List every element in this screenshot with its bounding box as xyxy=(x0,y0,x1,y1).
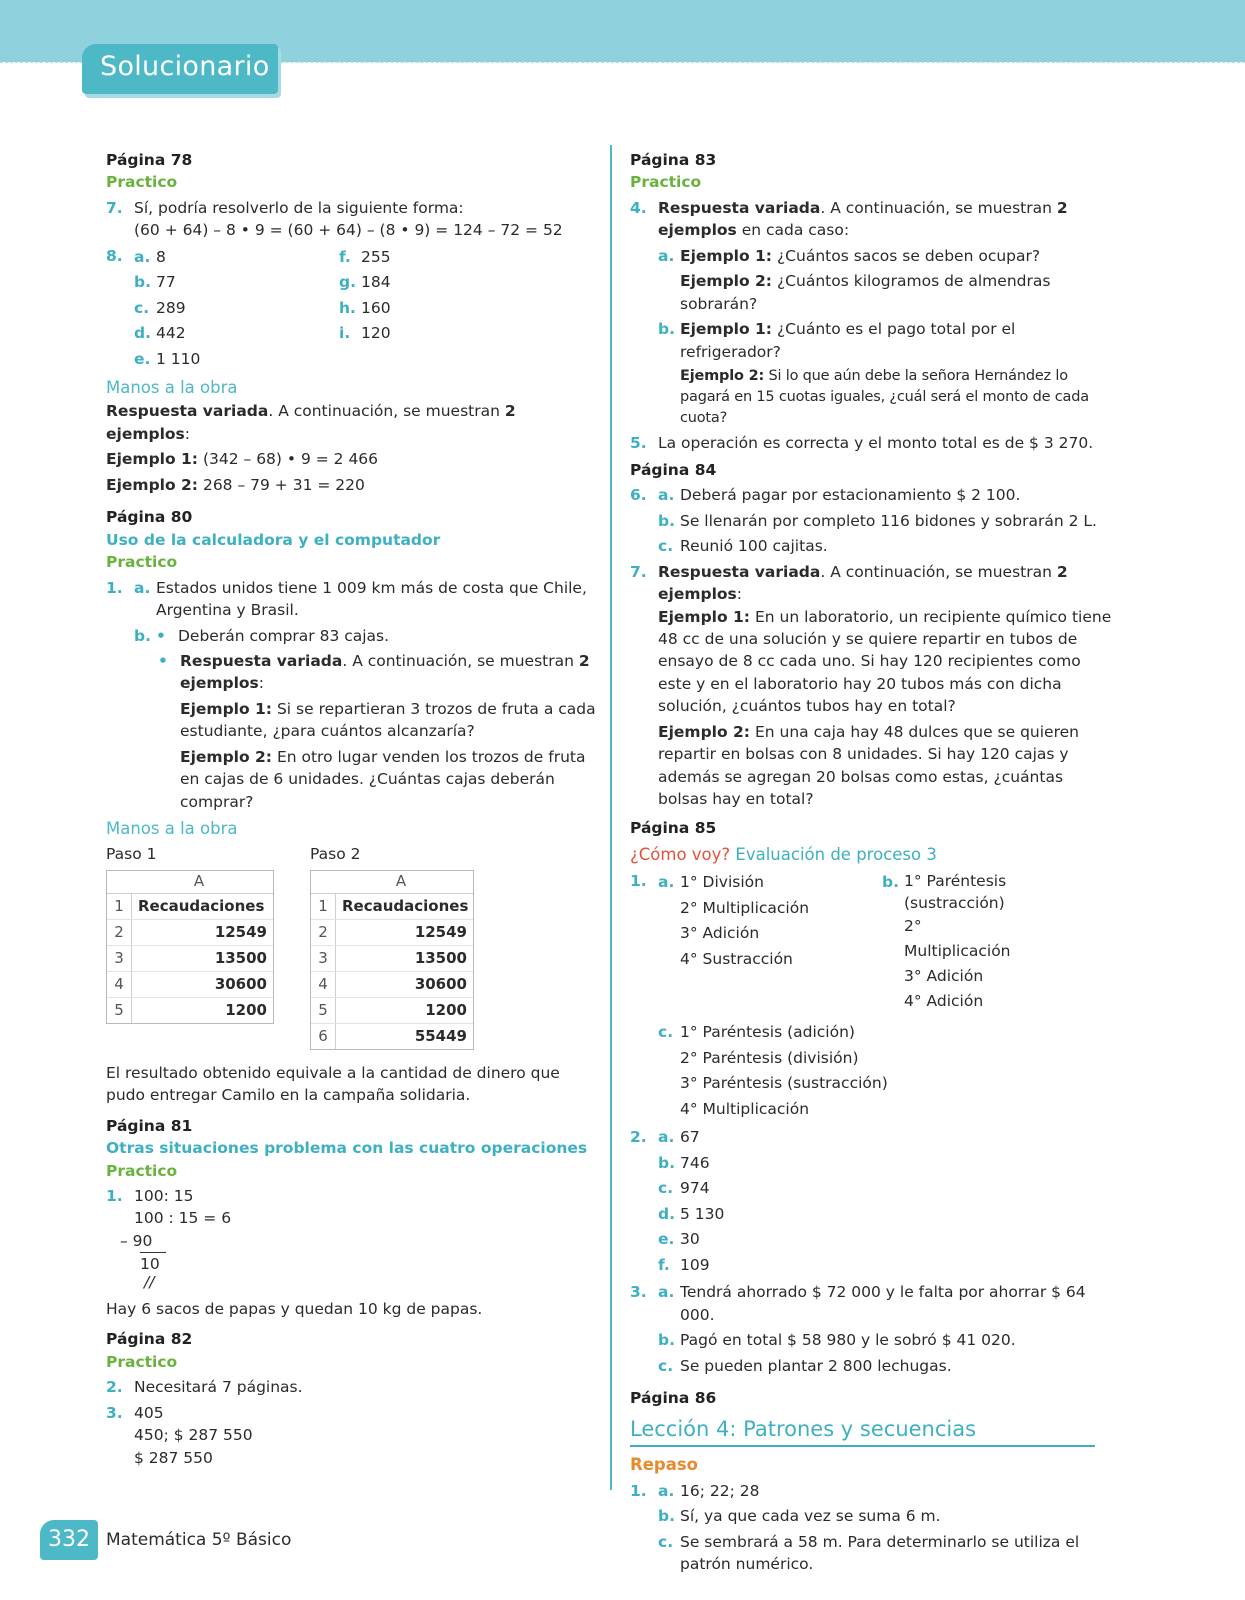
answer-text: Se sembrará a 58 m. Para determinarlo se utiliza el patrón numérico. xyxy=(680,1532,1080,1574)
bold-text: Respuesta variada xyxy=(658,562,821,581)
repaso-1b xyxy=(630,1505,1115,1527)
example-2 xyxy=(106,474,596,496)
answer-text: Estados unidos tiene 1 009 km más de costa que Chile, Argentina y Brasil. xyxy=(156,578,587,620)
bold-text: Respuesta variada xyxy=(180,651,343,670)
cell-value: 13500 xyxy=(214,948,267,967)
eval-3c xyxy=(630,1355,1115,1377)
answer-6a xyxy=(630,484,1115,506)
answer-text: (60 + 64) – 8 • 9 = (60 + 64) – (8 • 9) = 124 – 72 = 52 xyxy=(134,221,563,240)
cell-value: 55449 xyxy=(414,1026,467,1045)
answer-text: La operación es correcta y el monto total es de $ 3 270. xyxy=(658,434,1094,453)
item-letter: b. xyxy=(658,1507,675,1526)
bullet: • xyxy=(158,651,168,670)
item-letter: c. xyxy=(658,1023,674,1042)
item-letter: b. xyxy=(882,873,899,892)
answer-value: 109 xyxy=(680,1255,710,1274)
item-letter: a. xyxy=(658,873,675,892)
answer-text: $ 287 550 xyxy=(134,1448,213,1467)
page-heading: Página 78 xyxy=(106,151,193,169)
item-number: 7. xyxy=(106,198,123,217)
p81-result: Hay 6 sacos de papas y quedan 10 kg de papas. xyxy=(106,1299,483,1318)
example-label: Ejemplo 2: xyxy=(658,722,751,741)
strike-mark: // xyxy=(144,1272,155,1291)
cell-header: Recaudaciones xyxy=(342,896,469,915)
example-label: Ejemplo 2: xyxy=(106,475,199,494)
item-letter: b. xyxy=(658,1153,675,1172)
order-step: 2° Multiplicación xyxy=(904,917,1011,961)
text: . A continuación, se muestran xyxy=(820,562,1052,581)
order-step: 1° Paréntesis (adición) xyxy=(680,1023,855,1042)
item-letter: c. xyxy=(658,1532,674,1551)
answer-value: 67 xyxy=(680,1128,700,1147)
example-1 xyxy=(106,448,596,470)
page-heading: Página 84 xyxy=(630,460,717,479)
cell-value: 1200 xyxy=(225,1000,267,1019)
order-step: 4° Sustracción xyxy=(680,949,793,968)
answer-value: 442 xyxy=(156,324,186,343)
example-label: Ejemplo 1: xyxy=(658,607,751,626)
page-heading: Página 80 xyxy=(106,508,193,527)
item-letter: a. xyxy=(134,247,151,266)
item-letter: a. xyxy=(658,246,675,265)
division-line: – 90 xyxy=(120,1231,153,1250)
example-text: En un laboratorio, un recipiente químico tiene 48 cc de una solución y se quiere repartir en tubos de ensayo de 8 cc cada uno. Si hay 120 recipientes como este y en el laboratorio hay 20 tubos más con dicha solución, ¿cuántos tubos hay en total? xyxy=(658,607,1112,716)
section-badge xyxy=(82,44,278,94)
item-letter: e. xyxy=(658,1230,675,1249)
spreadsheet-1: A 1 Recaudaciones 2 12549 3 13500 4 30600 5 1200 xyxy=(106,870,274,1024)
item-letter: c. xyxy=(134,298,150,317)
bold-text: 2 ejemplos xyxy=(658,562,1068,604)
answer-text: 16; 22; 28 xyxy=(680,1481,760,1500)
answer-6b xyxy=(630,510,1115,532)
answer-1a xyxy=(106,577,596,622)
page-heading: Página 83 xyxy=(630,151,717,169)
text: . A continuación, se muestran xyxy=(342,651,574,670)
item-number: 8. xyxy=(106,246,123,265)
eval-2 xyxy=(630,1125,1115,1278)
item-letter: e. xyxy=(134,349,151,368)
answer-text: Deberán comprar 83 cajas. xyxy=(178,626,390,645)
answer-7 xyxy=(106,197,596,242)
example-label: Ejemplo 1: xyxy=(680,246,773,265)
item-letter: a. xyxy=(658,1283,675,1302)
order-step: 2° Multiplicación xyxy=(680,898,810,917)
repaso-heading: Repaso xyxy=(630,1454,698,1474)
practico-heading: Practico xyxy=(106,1352,178,1371)
answer-text: Reunió 100 cajitas. xyxy=(680,537,828,556)
variada-line: Respuesta variada. A continuación, se muestran 2 ejemplos: xyxy=(106,402,516,443)
item-letter: g. xyxy=(339,273,356,292)
example-label: Ejemplo 1: xyxy=(180,699,273,718)
example-text: 268 – 79 + 31 = 220 xyxy=(202,475,365,494)
answer-text: Se pueden plantar 2 800 lechugas. xyxy=(680,1356,952,1375)
item-number: 1. xyxy=(106,1187,123,1205)
lesson-title: Lección 4: Patrones y secuencias xyxy=(630,1414,1095,1447)
example-text: En otro lugar venden los trozos de fruta en cajas de 6 unidades. ¿Cuántas cajas deberán comprar? xyxy=(180,747,586,811)
manos-heading: Manos a la obra xyxy=(106,819,238,839)
item-letter: b. xyxy=(658,511,675,530)
item-number: 3. xyxy=(630,1283,647,1302)
answer-7: 7. Respuesta variada. A continuación, se muestran 2 ejemplos: Ejemplo 1: En un laboratorio, un recipiente químico tiene 48 cc de una solución y se quiere repartir en tubos de ensayo de 8 cc cada uno. Si hay 120 recipientes como este y en el laboratorio hay 20 tubos más con dicha solución, ¿cuántos tubos hay en total? Ejemplo 2: En una caja hay 48 dulces que se quieren repartir en bolsas con 8 unidades. Si hay 120 cajas y además se agregan 20 bolsas como estas, ¿cuántas bolsas hay en total? xyxy=(630,561,1115,811)
item-letter: f. xyxy=(339,247,351,266)
column-header: A xyxy=(107,871,273,894)
example-text: (342 – 68) • 9 = 2 466 xyxy=(202,450,379,469)
answer-1b-bullet2: • Respuesta variada. A continuación, se muestran 2 ejemplos: Ejemplo 1: Si se repartieran 3 trozos de fruta a cada estudiante, ¿para cuántos alcanzaría? Ejemplo 2: En otro lugar venden los trozos de fruta en cajas de 6 unidades. ¿Cuántas cajas deberán comprar? xyxy=(106,650,596,813)
answer-value: 8 xyxy=(156,247,166,266)
example-text: En una caja hay 48 dulces que se quieren repartir en bolsas con 8 unidades. Si hay 120 cajas y además se agregan 20 bolsas como estas, ¿cuántas bolsas hay en total? xyxy=(658,722,1079,809)
example-text: ¿Cuántos kilogramos de almendras sobrarán? xyxy=(680,272,1051,313)
step-2 xyxy=(310,843,474,1049)
eval-3b xyxy=(630,1329,1115,1351)
page-heading: Página 85 xyxy=(630,818,717,837)
answer-1b xyxy=(106,625,596,647)
answer-value: 5 130 xyxy=(680,1204,725,1223)
answer-value: 974 xyxy=(680,1179,710,1198)
answer-value: 1 110 xyxy=(156,349,201,368)
resultado-text: El resultado obtenido equivale a la cantidad de dinero que pudo entregar Camilo en la campaña solidaria. xyxy=(106,1063,560,1105)
answer-text: 405 xyxy=(134,1403,164,1422)
eval-1c xyxy=(630,1020,1115,1122)
column-header: A xyxy=(311,871,473,894)
answer-value: 184 xyxy=(361,273,391,292)
column-divider xyxy=(610,145,612,1490)
answer-4b xyxy=(630,318,1115,429)
item-number: 1. xyxy=(630,1481,647,1500)
example-label: Ejemplo 2: xyxy=(680,272,773,291)
item-letter: a. xyxy=(658,1128,675,1147)
division-line: 100: 15 xyxy=(134,1187,194,1205)
practico-heading: Practico xyxy=(106,553,178,572)
otras-heading: Otras situaciones problema con las cuatro operaciones xyxy=(106,1139,588,1158)
cell-header: Recaudaciones xyxy=(138,896,265,915)
eval-title: Evaluación de proceso 3 xyxy=(735,845,937,865)
answer-value: 746 xyxy=(680,1153,710,1172)
page-heading: Página 82 xyxy=(106,1330,193,1349)
text: . A continuación, se muestran xyxy=(268,402,500,421)
item-letter: d. xyxy=(658,1204,675,1223)
answer-4a xyxy=(630,245,1115,315)
left-column xyxy=(106,145,596,1469)
practico-heading: Practico xyxy=(106,1161,178,1180)
answer-text: Se llenarán por completo 116 bidones y sobrarán 2 L. xyxy=(680,511,1097,530)
answer-text: Tendrá ahorrado $ 72 000 y le falta por ahorrar $ 64 000. xyxy=(680,1283,1086,1324)
answer-text: Necesitará 7 páginas. xyxy=(134,1378,303,1397)
order-step: 4° Adición xyxy=(904,992,984,1011)
example-text: ¿Cuánto es el pago total por el refrigerador? xyxy=(680,320,1016,361)
item-letter: i. xyxy=(339,324,351,343)
eval-3a xyxy=(630,1281,1115,1326)
eval-1ab xyxy=(630,870,1115,1014)
right-column xyxy=(630,145,1115,1576)
answer-value: 289 xyxy=(156,298,186,317)
answer-3 xyxy=(106,1402,596,1469)
item-number: 7. xyxy=(630,562,647,581)
answer-value: 160 xyxy=(361,298,391,317)
order-step: 3° Adición xyxy=(680,924,760,943)
item-number: 3. xyxy=(106,1403,123,1422)
eval-heading xyxy=(630,843,1115,867)
bold-text: 2 ejemplos xyxy=(106,402,516,443)
answer-text: Sí, podría resolverlo de la siguiente forma: xyxy=(134,198,464,217)
cell-value: 30600 xyxy=(214,974,267,993)
cell-value: 1200 xyxy=(425,1000,467,1019)
practico-heading: Practico xyxy=(106,173,178,192)
item-number: 2. xyxy=(630,1128,647,1147)
item-number: 2. xyxy=(106,1378,123,1397)
step-label: Paso 2 xyxy=(310,845,361,864)
division-work xyxy=(106,1185,596,1291)
item-number: 5. xyxy=(630,434,647,453)
item-letter: b. xyxy=(658,1331,675,1350)
example-text: Si se repartieran 3 trozos de fruta a cada estudiante, ¿para cuántos alcanzaría? xyxy=(180,699,596,741)
answer-6c xyxy=(630,535,1115,557)
example-text: ¿Cuántos sacos se deben ocupar? xyxy=(776,246,1041,265)
bullet: • xyxy=(156,626,166,645)
order-step: 1° División xyxy=(680,873,764,892)
division-line: 100 : 15 = 6 xyxy=(134,1209,232,1228)
item-number: 1. xyxy=(630,872,647,891)
page-heading: Página 86 xyxy=(630,1389,717,1408)
item-letter: c. xyxy=(658,1356,674,1375)
repaso-1a xyxy=(630,1480,1115,1502)
item-letter: f. xyxy=(658,1255,670,1274)
item-letter: d. xyxy=(134,324,151,343)
section-title: Solucionario xyxy=(100,51,270,82)
cell-value: 12549 xyxy=(214,922,267,941)
example-label: Ejemplo 2: xyxy=(180,747,273,766)
item-letter: b. xyxy=(134,626,151,645)
cell-value: 30600 xyxy=(414,974,467,993)
bold-text: 2 ejemplos xyxy=(180,651,590,693)
example-text: Si lo que aún debe la señora Hernández lo pagará en 15 cuotas iguales, ¿cuál será el monto de cada cuota? xyxy=(680,368,1089,427)
como-voy-label: ¿Cómo voy? xyxy=(630,845,731,865)
answer-8 xyxy=(106,245,596,373)
step-1 xyxy=(106,843,274,1049)
item-letter: a. xyxy=(658,1481,675,1500)
item-number: 4. xyxy=(630,198,647,217)
answer-text: 450; $ 287 550 xyxy=(134,1426,253,1445)
answer-value: 77 xyxy=(156,273,176,292)
answer-value: 30 xyxy=(680,1230,700,1249)
cell-value: 12549 xyxy=(414,922,467,941)
order-step: 2° Paréntesis (división) xyxy=(680,1048,859,1067)
practico-heading: Practico xyxy=(630,173,702,192)
answer-text: Deberá pagar por estacionamiento $ 2 100. xyxy=(680,486,1021,505)
page-heading: Página 81 xyxy=(106,1116,193,1135)
answer-text: Pagó en total $ 58 980 y le sobró $ 41 020. xyxy=(680,1331,1016,1350)
answer-text: Sí, ya que cada vez se suma 6 m. xyxy=(680,1507,941,1526)
answer-4 xyxy=(630,197,1115,242)
order-step: 1° Paréntesis (sustracción) xyxy=(904,872,1007,913)
example-label: Ejemplo 2: xyxy=(680,368,765,385)
item-letter: h. xyxy=(339,298,356,317)
spreadsheet-steps xyxy=(106,843,596,1049)
uso-heading: Uso de la calculadora y el computador xyxy=(106,530,441,549)
answer-value: 255 xyxy=(361,247,391,266)
item-letter: c. xyxy=(658,1179,674,1198)
spreadsheet-2: A 1 Recaudaciones 2 12549 3 13500 4 30600 5 1200 6 55449 xyxy=(310,870,474,1050)
item-letter: a. xyxy=(658,486,675,505)
repaso-1c xyxy=(630,1531,1115,1576)
page-number-badge: 332 xyxy=(40,1520,98,1560)
division-line: 10 xyxy=(140,1252,166,1275)
example-label: Ejemplo 1: xyxy=(680,320,773,339)
text: . A continuación, se muestran xyxy=(820,198,1052,217)
bold-text: Respuesta variada xyxy=(658,198,821,217)
bold-text: 2 ejemplos xyxy=(658,198,1068,240)
order-step: 3° Paréntesis (sustracción) xyxy=(680,1074,888,1093)
item-letter: a. xyxy=(134,578,151,597)
item-letter: b. xyxy=(134,273,151,292)
answer-value: 120 xyxy=(361,324,391,343)
footer-subject: Matemática 5º Básico xyxy=(106,1530,292,1550)
order-step: 3° Adición xyxy=(904,967,984,986)
cell-value: 13500 xyxy=(414,948,467,967)
item-number: 1. xyxy=(106,578,123,597)
order-step: 4° Multiplicación xyxy=(680,1099,810,1118)
item-letter: b. xyxy=(658,320,675,339)
example-label: Ejemplo 1: xyxy=(106,450,199,469)
item-letter: c. xyxy=(658,537,674,556)
bold-text: Respuesta variada xyxy=(106,402,269,421)
answer-5 xyxy=(630,432,1115,454)
text: en cada caso: xyxy=(741,221,850,240)
item-number: 6. xyxy=(630,486,647,505)
manos-heading: Manos a la obra xyxy=(106,378,238,398)
answer-2 xyxy=(106,1376,596,1398)
step-label: Paso 1 xyxy=(106,845,157,864)
